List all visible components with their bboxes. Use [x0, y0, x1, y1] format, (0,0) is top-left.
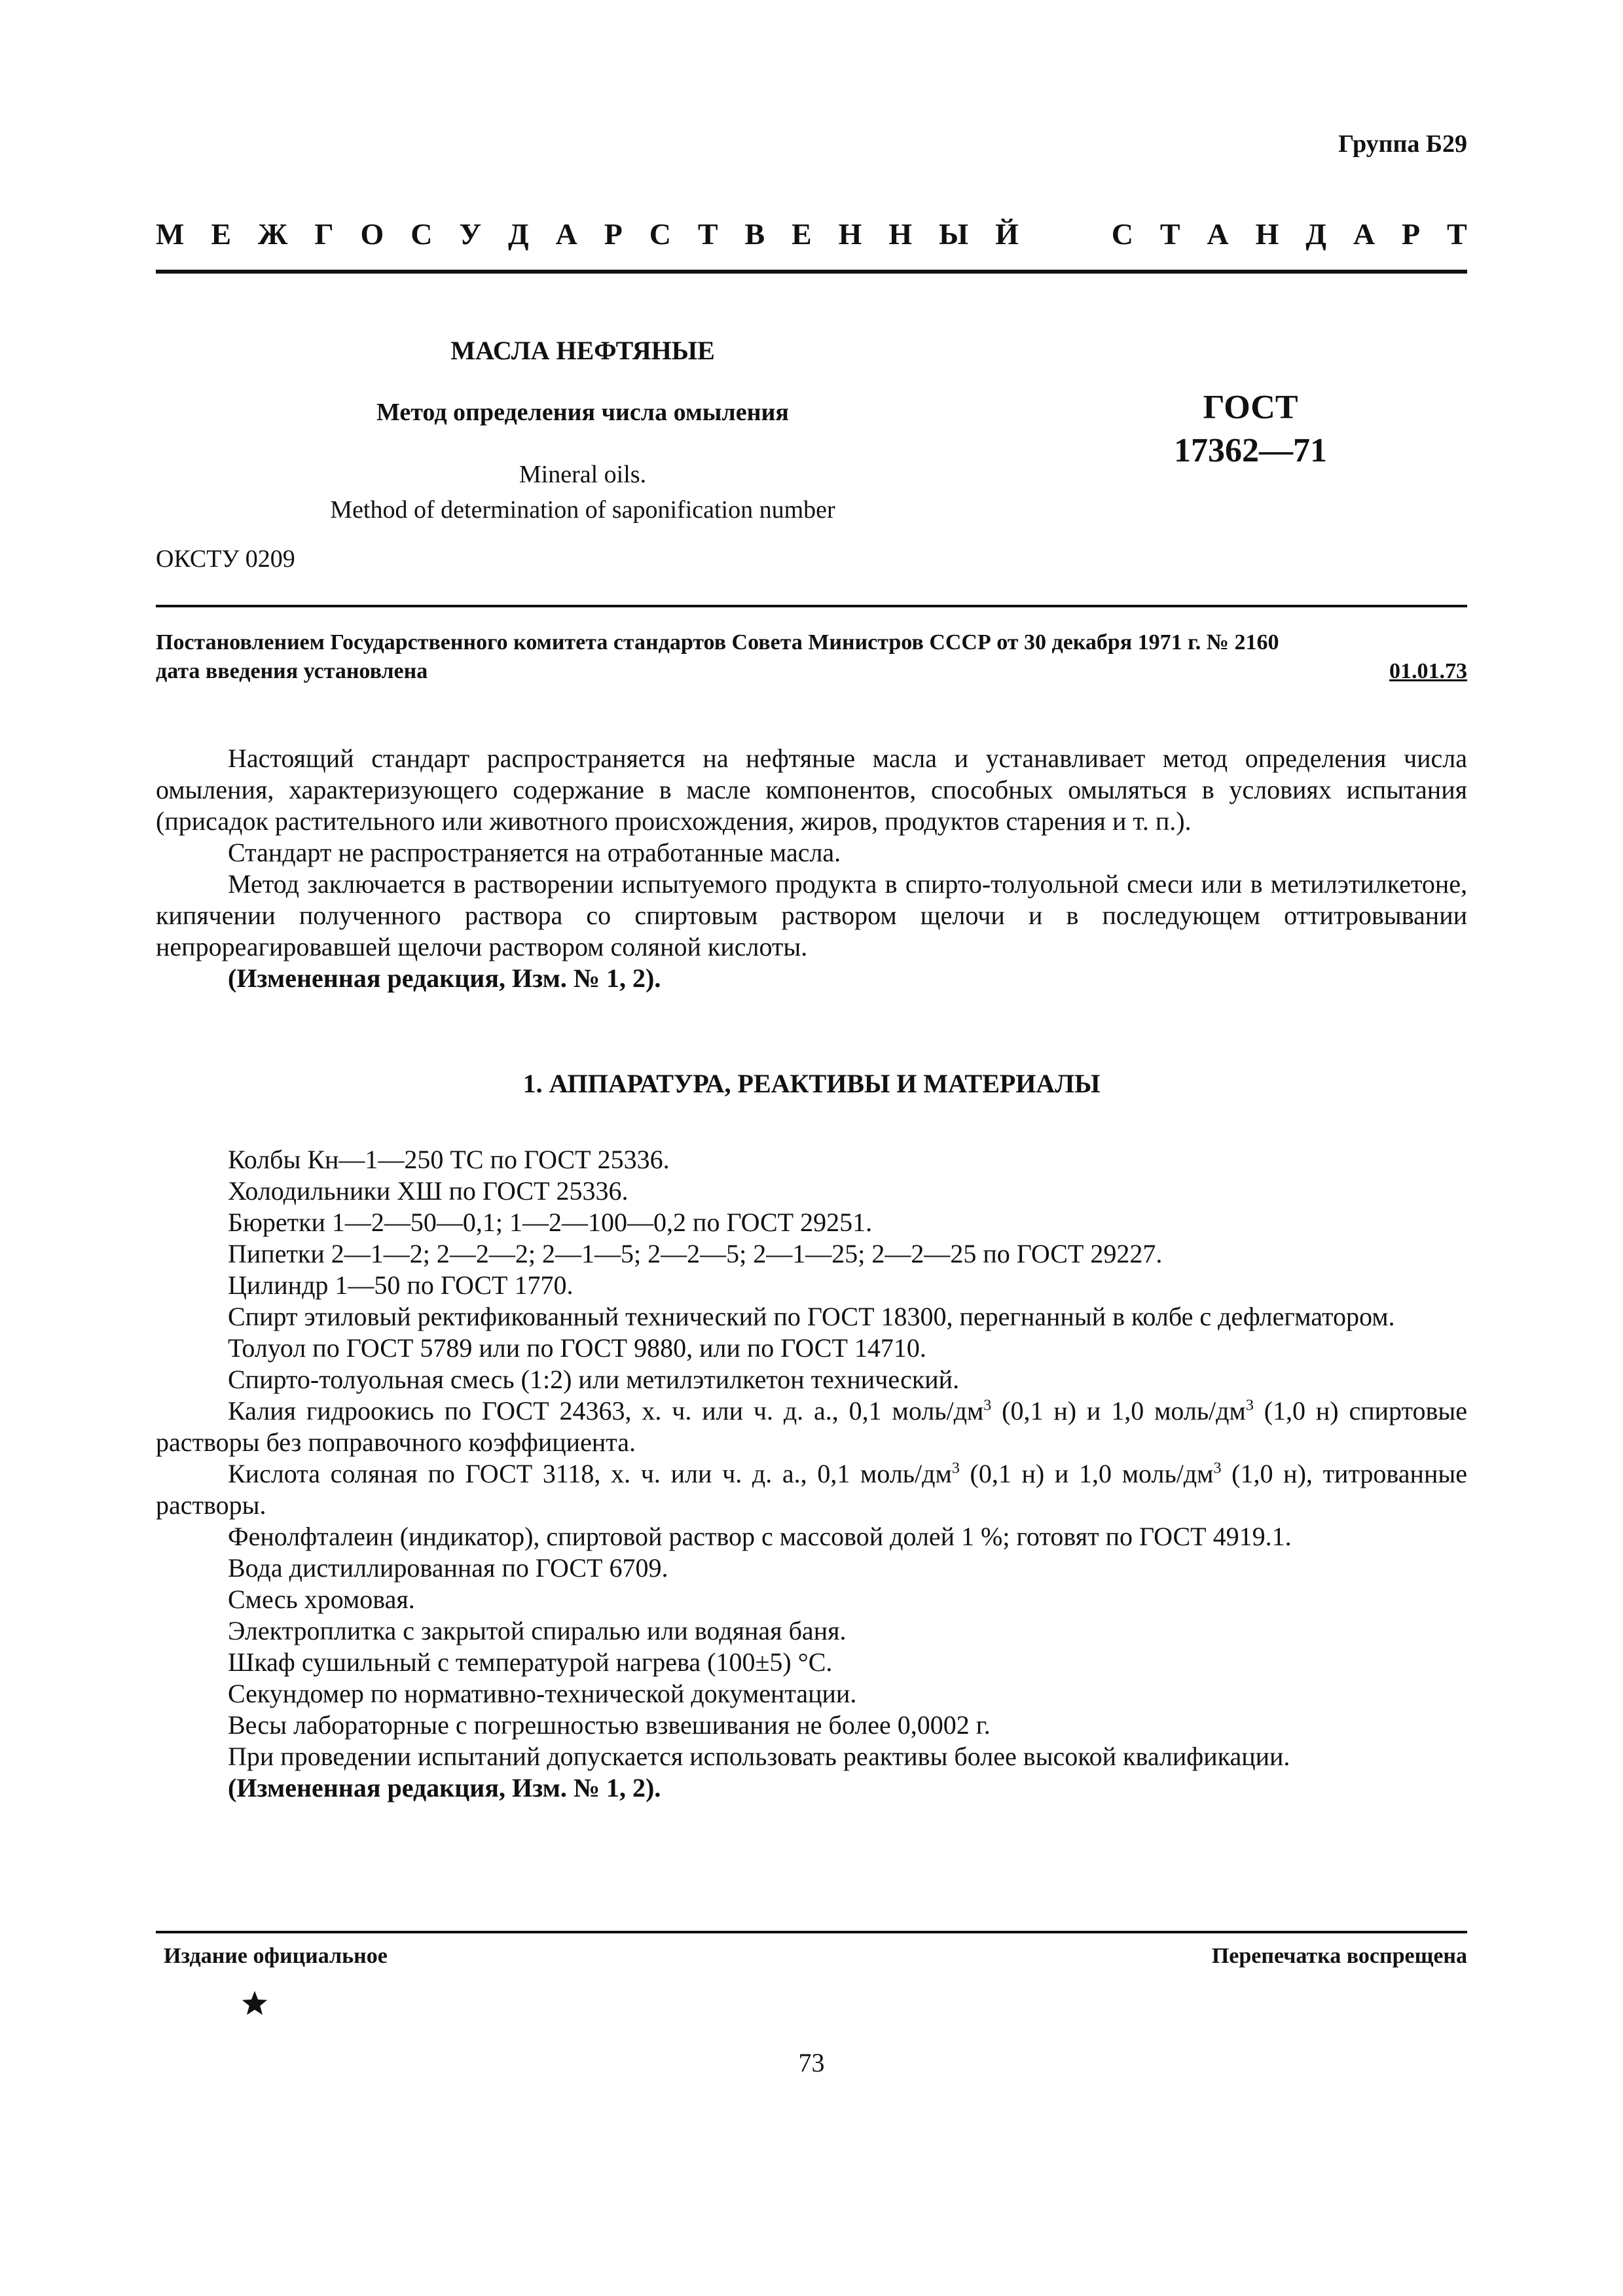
okstu-code: ОКСТУ 0209	[156, 545, 295, 573]
text-run: Кислота соляная по ГОСТ 3118, х. ч. или ч. д. а., 0,1 моль/дм	[228, 1459, 952, 1488]
gost-number: 17362—71	[1174, 432, 1327, 469]
heading-letter: Р	[1401, 217, 1421, 251]
heading-letter: Р	[604, 217, 623, 251]
list-item: Спирт этиловый ректификованный технический по ГОСТ 18300, перегнанный в колбе с дефлегматором.	[228, 1302, 1395, 1331]
star-icon	[241, 1990, 268, 2017]
official-edition-label: Издание официальное	[164, 1944, 388, 1968]
list-item: Бюретки 1—2—50—0,1; 1—2—100—0,2 по ГОСТ 29251.	[228, 1208, 873, 1237]
interstate-standard-heading	[156, 219, 1467, 249]
heading-letter: А	[1207, 217, 1229, 251]
list-item: Весы лабораторные с погрешностью взвешивания не более 0,0002 г.	[228, 1710, 991, 1740]
list-item: Вода дистиллированная по ГОСТ 6709.	[228, 1553, 668, 1583]
text-run: (1,0 н) спиртовые растворы без поправочного коэффициента.	[156, 1396, 1467, 1457]
reprint-prohibited-label: Перепечатка воспрещена	[1211, 1944, 1467, 1968]
heading-letter: Н	[838, 217, 862, 251]
heading-letter: С	[410, 217, 433, 251]
list-item: Спирто-толуольная смесь (1:2) или метилэтилкетон технический.	[228, 1365, 960, 1394]
superscript: 3	[983, 1397, 992, 1414]
text-run: (0,1 н) и 1,0 моль/дм	[991, 1396, 1246, 1426]
list-item: Толуол по ГОСТ 5789 или по ГОСТ 9880, или по ГОСТ 14710.	[228, 1333, 926, 1363]
list-item: Электроплитка с закрытой спиралью или водяная баня.	[228, 1616, 847, 1645]
heading-letter: Ж	[257, 217, 288, 251]
intro-section	[156, 743, 1467, 994]
heading-letter: Т	[1446, 217, 1467, 251]
text-run: (1,0 н), титрованные растворы.	[156, 1459, 1467, 1520]
decree-date-label: дата введения установлена	[156, 659, 428, 683]
document-subtitle: Метод определения числа омыления	[376, 399, 789, 426]
heading-letter: Г	[314, 217, 334, 251]
list-item: Холодильники ХШ по ГОСТ 25336.	[228, 1176, 629, 1206]
english-title-line: Mineral oils.	[519, 461, 647, 488]
page-number: 73	[798, 2048, 825, 2077]
gost-code	[1113, 386, 1388, 473]
section-title: 1. АППАРАТУРА, РЕАКТИВЫ И МАТЕРИАЛЫ	[522, 1069, 1101, 1098]
superscript: 3	[1213, 1460, 1222, 1477]
list-item: Секундомер по нормативно-технической документации.	[228, 1679, 857, 1708]
list-item-hcl	[156, 1458, 1467, 1521]
heading-letter: А	[1353, 217, 1376, 251]
superscript: 3	[1245, 1397, 1254, 1414]
heading-letter: Н	[1255, 217, 1279, 251]
decree-text: Постановлением Государственного комитета стандартов Совета Министров СССР от 30 декабря 1971 г. № 2160	[156, 630, 1279, 655]
gost-label: ГОСТ	[1203, 389, 1298, 426]
footer-rule	[156, 1931, 1467, 1933]
heading-letter: О	[360, 217, 384, 251]
heading-letter: У	[459, 217, 482, 251]
revision-note: (Измененная редакция, Изм. № 1, 2).	[228, 1773, 661, 1803]
list-item: Смесь хромовая.	[228, 1585, 415, 1614]
superscript: 3	[951, 1460, 960, 1477]
list-item: Цилиндр 1—50 по ГОСТ 1770.	[228, 1270, 574, 1300]
list-item: Шкаф сушильный с температурой нагрева (100±5) °С.	[228, 1647, 833, 1677]
decree-rule	[156, 605, 1467, 607]
heading-letter: Т	[697, 217, 718, 251]
heading-letter: А	[555, 217, 577, 251]
list-item: При проведении испытаний допускается использовать реактивы более высокой квалификации.	[228, 1742, 1290, 1771]
heading-letter: Е	[792, 217, 812, 251]
list-item: Пипетки 2—1—2; 2—2—2; 2—1—5; 2—2—5; 2—1—25; 2—2—25 по ГОСТ 29227.	[228, 1239, 1163, 1268]
decree-date: 01.01.73	[1389, 659, 1467, 683]
text-run: Калия гидроокись по ГОСТ 24363, х. ч. или ч. д. а., 0,1 моль/дм	[228, 1396, 984, 1426]
list-item-koh	[156, 1395, 1467, 1458]
intro-paragraph: Настоящий стандарт распространяется на нефтяные масла и устанавливает метод определения числа омыления, характеризующего содержание в масле компонентов, способных омыляться в условиях испытания (присадок растительного или животного происхождения, жиров, продуктов старения и т. п.).	[156, 744, 1467, 836]
heading-letter: Д	[508, 217, 529, 251]
decree-date-row	[156, 657, 1467, 686]
list-item: Фенолфталеин (индикатор), спиртовой раствор с массовой долей 1 %; готовят по ГОСТ 4919.1.	[228, 1522, 1292, 1551]
heading-letter: М	[156, 217, 185, 251]
group-label: Группа Б29	[1338, 130, 1467, 158]
list-item: Колбы Кн—1—250 ТС по ГОСТ 25336.	[228, 1145, 670, 1174]
heading-letter: Ы	[939, 217, 969, 251]
word-gap	[1046, 219, 1085, 249]
intro-paragraph: Метод заключается в растворении испытуемого продукта в спирто-толуольной смеси или в метилэтилкетоне, кипячении полученного раствора со спиртовым раствором щелочи и в последующем оттитровывании непрореагировавшей щелочи раствором соляной кислоты.	[156, 869, 1467, 961]
english-title-line: Method of determination of saponification number	[330, 496, 835, 524]
heading-letter: В	[744, 217, 765, 251]
text-run: (0,1 н) и 1,0 моль/дм	[959, 1459, 1214, 1488]
heading-letter: С	[1111, 217, 1133, 251]
heading-letter: Е	[211, 217, 232, 251]
header-rule	[156, 270, 1467, 274]
english-title	[262, 457, 903, 528]
intro-paragraph: Стандарт не распространяется на отработанные масла.	[228, 838, 841, 867]
document-title: МАСЛА НЕФТЯНЫЕ	[450, 336, 715, 365]
heading-letter: Й	[995, 217, 1019, 251]
heading-letter: С	[649, 217, 671, 251]
decree-block	[156, 628, 1467, 686]
revision-note: (Измененная редакция, Изм. № 1, 2).	[228, 963, 661, 993]
heading-letter: Т	[1159, 217, 1180, 251]
heading-letter: Д	[1305, 217, 1326, 251]
section-1-body	[156, 1144, 1467, 1804]
heading-letter: Н	[888, 217, 913, 251]
